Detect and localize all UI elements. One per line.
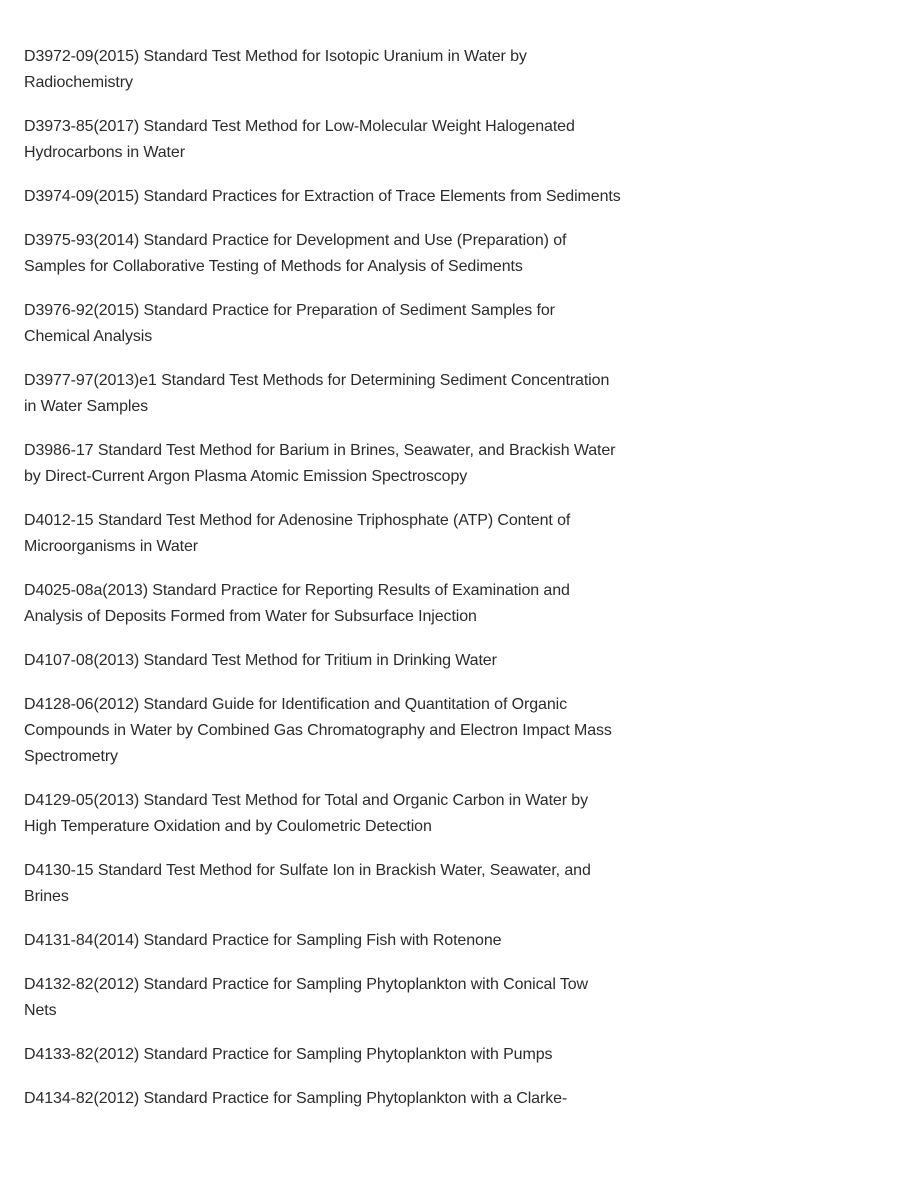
list-item: D4012-15 Standard Test Method for Adenosine Triphosphate (ATP) Content of Microorganisms in Water [24,512,571,555]
list-item: D4133-82(2012) Standard Practice for Sampling Phytoplankton with Pumps [24,1046,553,1063]
list-item: D4128-06(2012) Standard Guide for Identification and Quantitation of Organic Compounds in Water by Combined Gas Chromatography and Electron Impact Mass Spectrometry [24,696,612,765]
list-item: D3977-97(2013)e1 Standard Test Methods for Determining Sediment Concentration in Water Samples [24,372,610,415]
standards-list [24,44,624,1130]
list-item: D4131-84(2014) Standard Practice for Sampling Fish with Rotenone [24,932,502,949]
list-item: D3975-93(2014) Standard Practice for Development and Use (Preparation) of Samples for Collaborative Testing of Methods for Analysis of Sediments [24,232,567,275]
list-item: D4132-82(2012) Standard Practice for Sampling Phytoplankton with Conical Tow Nets [24,976,588,1019]
list-item: D3973-85(2017) Standard Test Method for Low-Molecular Weight Halogenated Hydrocarbons in Water [24,118,575,161]
list-item: D3972-09(2015) Standard Test Method for Isotopic Uranium in Water by Radiochemistry [24,48,527,91]
list-item: D3976-92(2015) Standard Practice for Preparation of Sediment Samples for Chemical Analysis [24,302,555,345]
list-item: D4129-05(2013) Standard Test Method for Total and Organic Carbon in Water by High Temperature Oxidation and by Coulometric Detection [24,792,588,835]
list-item: D4130-15 Standard Test Method for Sulfate Ion in Brackish Water, Seawater, and Brines [24,862,591,905]
list-item: D4134-82(2012) Standard Practice for Sampling Phytoplankton with a Clarke- [24,1090,568,1107]
list-item: D3986-17 Standard Test Method for Barium in Brines, Seawater, and Brackish Water by Direct-Current Argon Plasma Atomic Emission Spectroscopy [24,442,616,485]
list-item: D4025-08a(2013) Standard Practice for Reporting Results of Examination and Analysis of Deposits Formed from Water for Subsurface Injection [24,582,570,625]
list-item: D3974-09(2015) Standard Practices for Extraction of Trace Elements from Sediments [24,188,621,205]
list-item: D4107-08(2013) Standard Test Method for Tritium in Drinking Water [24,652,497,669]
